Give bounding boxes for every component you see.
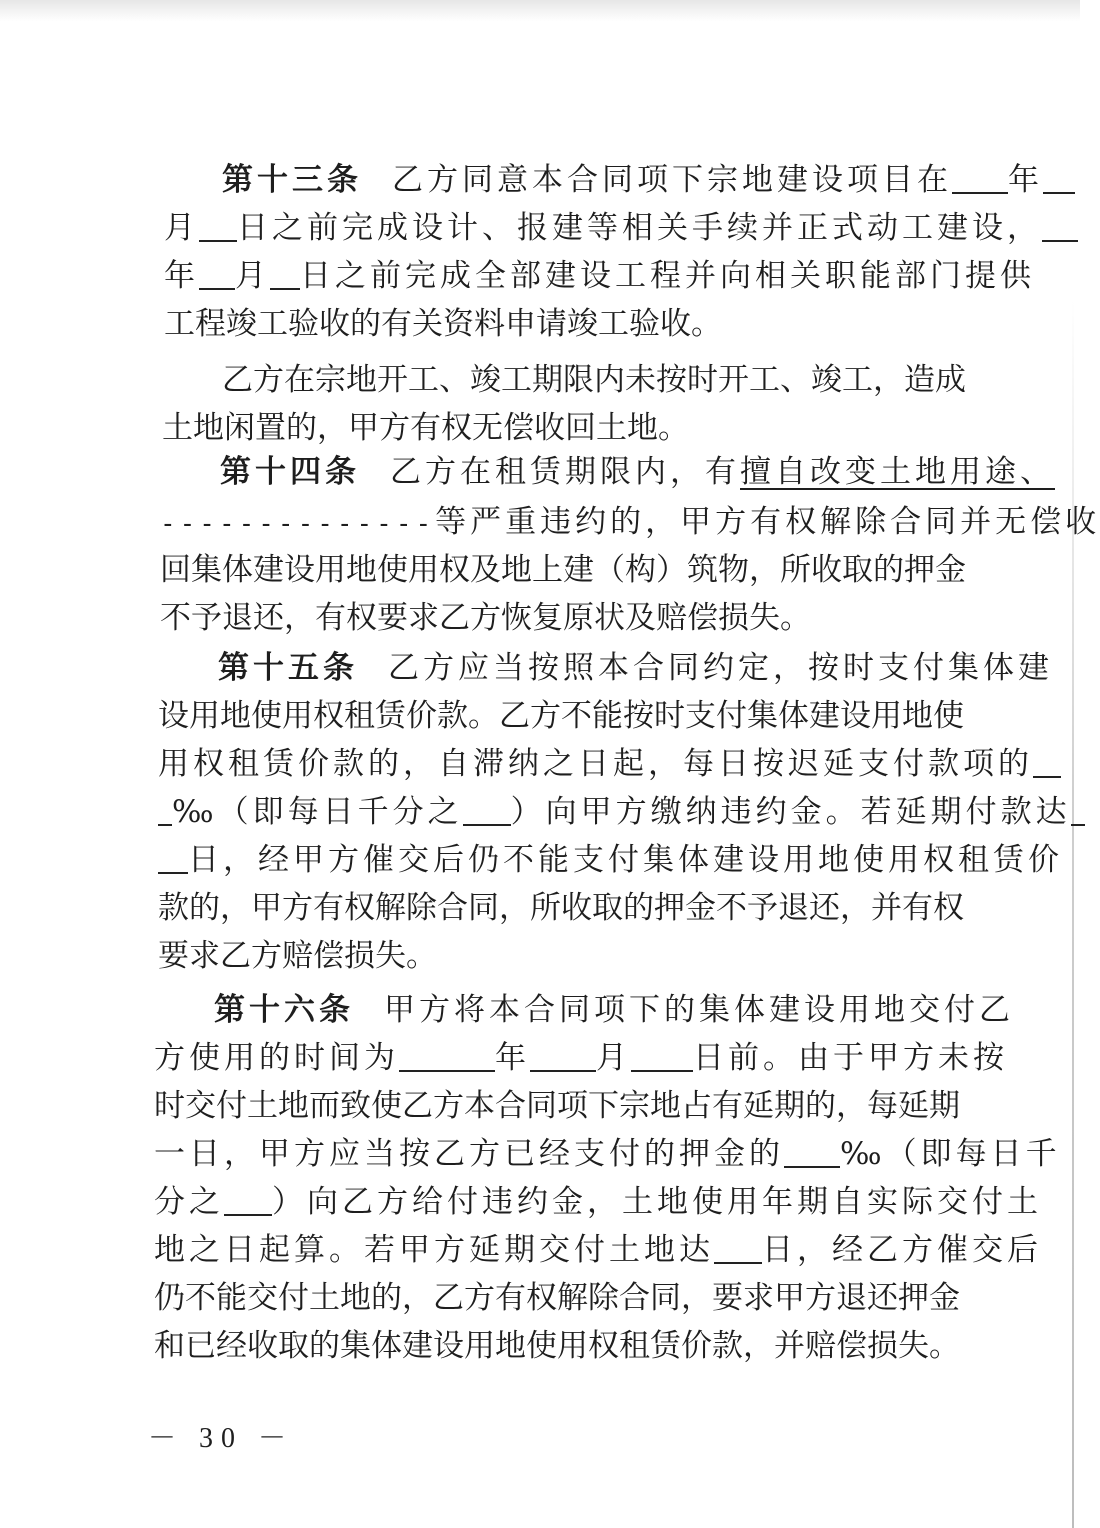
- article15-line6: 款的，甲方有权解除合同，所收取的押金不予退还，并有权: [158, 890, 964, 926]
- article16-line3: 时交付土地而致使乙方本合同项下宗地占有延期的，每延期: [154, 1088, 960, 1124]
- blank: [1043, 162, 1075, 194]
- blank: [952, 162, 1008, 194]
- article16-line4: 一日，甲方应当按乙方已经支付的押金的 ‰（即每日千: [154, 1136, 1061, 1172]
- blank: [1042, 210, 1078, 242]
- article16-line1: 第十六条 甲方将本合同项下的集体建设用地交付乙: [214, 992, 1014, 1028]
- blank: [1033, 746, 1061, 778]
- blank: [270, 258, 300, 290]
- scan-edge-top: [0, 0, 1080, 22]
- article13-line1: 第十三条 乙方同意本合同项下宗地建设项目在 年: [222, 158, 1012, 202]
- article13-label: 第十三条: [222, 162, 362, 198]
- blank: [158, 842, 188, 874]
- article13-para2-line1: 乙方在宗地开工、竣工期限内未按时开工、竣工，造成: [222, 362, 966, 398]
- blank: [224, 1184, 272, 1216]
- blank: [158, 794, 172, 826]
- article14-line2: --------------等严重违约的，甲方有权解除合同并无偿收: [160, 504, 1100, 540]
- blank: [463, 794, 511, 826]
- article15-line4: ‰（即每日千分之 ）向甲方缴纳违约金。若延期付款达: [158, 790, 948, 834]
- article16-line5: 分之 ）向乙方给付违约金，土地使用年期自实际交付土: [154, 1184, 1042, 1220]
- blank: [399, 1040, 495, 1072]
- blank: [631, 1040, 693, 1072]
- blank: [1071, 794, 1085, 826]
- article14-line1: 第十四条 乙方在租赁期限内，有擅自改变土地用途、: [220, 454, 1055, 490]
- article13-line3: 年 月 日之前完成全部建设工程并向相关职能部门提供: [164, 258, 1035, 294]
- article16-label: 第十六条: [214, 992, 354, 1028]
- article13-para2-line2: 土地闲置的，甲方有权无偿收回土地。: [162, 410, 689, 446]
- article16-line2: 方使用的时间为 年 月 日前。由于甲方未按: [154, 1040, 1008, 1076]
- article13-line4: 工程竣工验收的有关资料申请竣工验收。: [164, 306, 722, 342]
- blank: [784, 1136, 840, 1168]
- article14-line4: 不予退还，有权要求乙方恢复原状及赔偿损失。: [160, 600, 811, 636]
- article16-line8: 和已经收取的集体建设用地使用权租赁价款，并赔偿损失。: [154, 1328, 960, 1364]
- article14-line3: 回集体建设用地使用权及地上建（构）筑物，所收取的押金: [160, 552, 966, 588]
- article15-label: 第十五条: [218, 650, 358, 686]
- article14-label: 第十四条: [220, 454, 360, 490]
- blank: [199, 210, 237, 242]
- scan-edge-right: [1072, 300, 1074, 1528]
- article16-line6: 地之日起算。若甲方延期交付土地达 日，经乙方催交后: [154, 1232, 1042, 1268]
- dashed-blank: --------------: [160, 509, 436, 539]
- blank: [199, 258, 235, 290]
- blank: [530, 1040, 596, 1072]
- article15-line7: 要求乙方赔偿损失。: [158, 938, 437, 974]
- article16-line7: 仍不能交付土地的，乙方有权解除合同，要求甲方退还押金: [154, 1280, 960, 1316]
- article15-line2: 设用地使用权租赁价款。乙方不能按时支付集体建设用地使: [158, 698, 964, 734]
- underlined-clause: 擅自改变土地用途、: [740, 454, 1055, 490]
- article13-line2: 月 日之前完成设计、报建等相关手续并正式动工建设，: [164, 206, 954, 250]
- article15-line1: 第十五条 乙方应当按照本合同约定，按时支付集体建: [218, 650, 1053, 686]
- article15-line3: 用权租赁价款的，自滞纳之日起，每日按迟延支付款项的: [158, 742, 948, 786]
- page-number: － 30 －: [148, 1423, 295, 1454]
- blank: [714, 1232, 762, 1264]
- article15-line5: 日，经甲方催交后仍不能支付集体建设用地使用权租赁价: [158, 838, 948, 882]
